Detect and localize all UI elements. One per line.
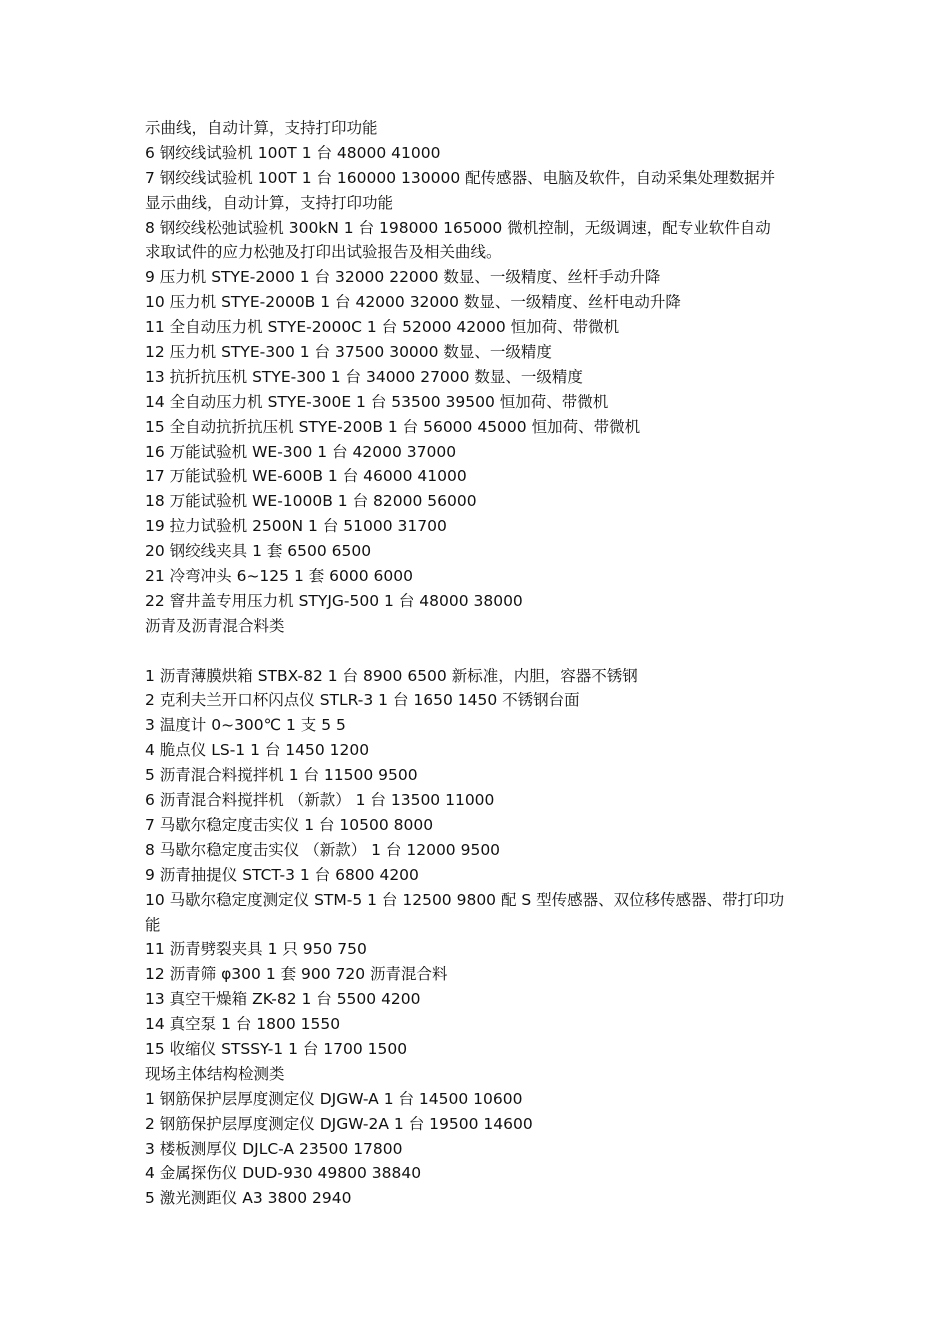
section-heading: 沥青及沥青混合料类 bbox=[145, 616, 285, 635]
document-body bbox=[145, 116, 815, 1211]
text-line: 7 钢绞线试验机 100T 1 台 160000 130000 配传感器、电脑及软件，自动采集处理数据并 bbox=[145, 168, 776, 187]
text-line: 能 bbox=[145, 915, 161, 934]
text-line: 4 金属探伤仪 DUD-930 49800 38840 bbox=[145, 1164, 422, 1183]
text-line: 10 马歇尔稳定度测定仪 STM-5 1 台 12500 9800 配 S 型传感器、双位移传感器、带打印功 bbox=[145, 890, 785, 909]
text-line: 22 窨井盖专用压力机 STYJG-500 1 台 48000 38000 bbox=[145, 591, 523, 610]
text-line: 12 压力机 STYE-300 1 台 37500 30000 数显、一级精度 bbox=[145, 343, 552, 362]
text-line: 17 万能试验机 WE-600B 1 台 46000 41000 bbox=[145, 467, 467, 486]
text-line: 3 温度计 0~300℃ 1 支 5 5 bbox=[145, 716, 346, 735]
text-line: 6 沥青混合料搅拌机 （新款） 1 台 13500 11000 bbox=[145, 791, 495, 810]
text-line: 1 沥青薄膜烘箱 STBX-82 1 台 8900 6500 新标准，内胆，容器不锈钢 bbox=[145, 666, 638, 685]
text-line: 21 冷弯冲头 6~125 1 套 6000 6000 bbox=[145, 567, 413, 586]
text-line: 7 马歇尔稳定度击实仪 1 台 10500 8000 bbox=[145, 815, 434, 834]
text-line: 13 真空干燥箱 ZK-82 1 台 5500 4200 bbox=[145, 990, 421, 1009]
text-line: 9 沥青抽提仪 STCT-3 1 台 6800 4200 bbox=[145, 865, 419, 884]
text-line: 18 万能试验机 WE-1000B 1 台 82000 56000 bbox=[145, 492, 477, 511]
text-line: 2 钢筋保护层厚度测定仪 DJGW-2A 1 台 19500 14600 bbox=[145, 1114, 533, 1133]
text-line: 8 马歇尔稳定度击实仪 （新款） 1 台 12000 9500 bbox=[145, 840, 501, 859]
text-line: 1 钢筋保护层厚度测定仪 DJGW-A 1 台 14500 10600 bbox=[145, 1089, 523, 1108]
text-line: 11 全自动压力机 STYE-2000C 1 台 52000 42000 恒加荷、带微机 bbox=[145, 318, 620, 337]
text-line: 6 钢绞线试验机 100T 1 台 48000 41000 bbox=[145, 143, 441, 162]
blank-line bbox=[145, 639, 815, 664]
text-line: 5 沥青混合料搅拌机 1 台 11500 9500 bbox=[145, 766, 418, 785]
text-line: 3 楼板测厚仪 DJLC-A 23500 17800 bbox=[145, 1139, 403, 1158]
text-line: 2 克利夫兰开口杯闪点仪 STLR-3 1 台 1650 1450 不锈钢台面 bbox=[145, 691, 580, 710]
text-line: 19 拉力试验机 2500N 1 台 51000 31700 bbox=[145, 517, 447, 536]
text-line: 求取试件的应力松弛及打印出试验报告及相关曲线。 bbox=[145, 243, 502, 262]
text-line: 9 压力机 STYE-2000 1 台 32000 22000 数显、一级精度、丝杆手动升降 bbox=[145, 268, 661, 287]
text-line: 12 沥青筛 φ300 1 套 900 720 沥青混合料 bbox=[145, 965, 448, 984]
text-line: 10 压力机 STYE-2000B 1 台 42000 32000 数显、一级精度、丝杆电动升降 bbox=[145, 293, 681, 312]
text-line: 11 沥青劈裂夹具 1 只 950 750 bbox=[145, 940, 367, 959]
text-line: 15 收缩仪 STSSY-1 1 台 1700 1500 bbox=[145, 1039, 408, 1058]
text-line: 16 万能试验机 WE-300 1 台 42000 37000 bbox=[145, 442, 457, 461]
text-line: 5 激光测距仪 A3 3800 2940 bbox=[145, 1189, 352, 1208]
text-line: 13 抗折抗压机 STYE-300 1 台 34000 27000 数显、一级精度 bbox=[145, 367, 583, 386]
text-line: 14 全自动压力机 STYE-300E 1 台 53500 39500 恒加荷、带微机 bbox=[145, 392, 609, 411]
text-line: 15 全自动抗折抗压机 STYE-200B 1 台 56000 45000 恒加荷、带微机 bbox=[145, 417, 641, 436]
text-line: 20 钢绞线夹具 1 套 6500 6500 bbox=[145, 542, 372, 561]
text-line: 4 脆点仪 LS-1 1 台 1450 1200 bbox=[145, 741, 370, 760]
text-line: 8 钢绞线松弛试验机 300kN 1 台 198000 165000 微机控制，无级调速，配专业软件自动 bbox=[145, 218, 771, 237]
text-line: 显示曲线，自动计算，支持打印功能 bbox=[145, 193, 394, 212]
text-line: 14 真空泵 1 台 1800 1550 bbox=[145, 1015, 341, 1034]
section-heading: 现场主体结构检测类 bbox=[145, 1064, 285, 1083]
text-line: 示曲线，自动计算，支持打印功能 bbox=[145, 119, 378, 137]
